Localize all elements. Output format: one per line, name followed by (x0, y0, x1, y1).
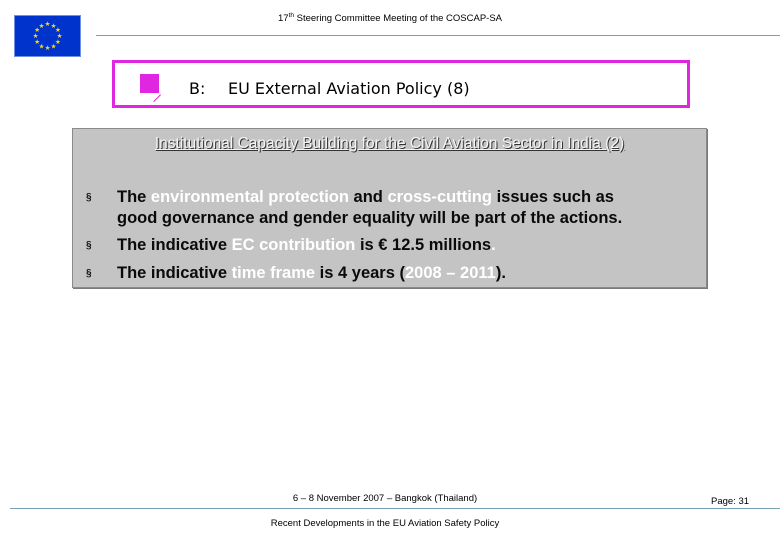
header-title-number: 17 (277, 13, 289, 25)
bullet-text-segment: The indicative (117, 264, 232, 282)
header-divider (96, 35, 780, 36)
content-panel (72, 128, 707, 288)
bullet-text-segment: and (353, 188, 388, 206)
bullet-text-segment: is 4 years ( (319, 264, 405, 282)
page-number: Page: 31 (711, 496, 750, 507)
bullet-text (117, 263, 697, 284)
highlighted-text: environmental protection (150, 188, 354, 206)
flag-star-icon: ★ (54, 38, 61, 47)
section-marker-icon (140, 74, 159, 93)
flag-star-icon: ★ (50, 21, 57, 30)
footer-title: Recent Developments in the EU Aviation Safety Policy (270, 518, 500, 529)
header-title (0, 12, 780, 24)
bullet-text (117, 235, 697, 256)
highlighted-text: time frame (231, 264, 320, 282)
flag-star-icon: ★ (38, 21, 45, 30)
section-title: EU External Aviation Policy (8) (228, 79, 470, 98)
highlighted-text: EC contribution (231, 236, 360, 254)
flag-star-icon: ★ (56, 32, 63, 41)
section-header (112, 60, 690, 108)
bullet-text (117, 187, 697, 229)
bullet-text-segment: The indicative (117, 236, 232, 254)
flag-star-icon: ★ (44, 44, 51, 53)
footer-divider (10, 508, 780, 509)
section-label: B: (189, 79, 206, 98)
bullet-text-segment: The (117, 188, 151, 206)
highlighted-text: 2008 – 2011 (404, 264, 496, 282)
bullet-marker: § (86, 268, 92, 279)
highlighted-text: cross-cutting (387, 188, 497, 206)
flag-star-icon: ★ (50, 42, 57, 51)
bullet-text-segment: ). (495, 264, 506, 282)
content-title: Institutional Capacity Building for the Civil Aviation Sector in India (2) (154, 135, 625, 152)
bullet-list (73, 129, 706, 287)
highlighted-text: . (491, 236, 496, 254)
bullet-text-segment: good governance and gender equality will be part of the actions. (117, 209, 623, 227)
flag-star-icon: ★ (54, 26, 61, 35)
header-title-text: Steering Committee Meeting of the COSCAP-SA (293, 13, 503, 25)
bullet-marker: § (86, 192, 92, 203)
flag-star-icon: ★ (32, 32, 39, 41)
flag-star-icon: ★ (34, 38, 41, 47)
bullet-text-segment: issues such as (496, 188, 614, 206)
flag-star-icon: ★ (38, 42, 45, 51)
bullet-text-segment: is € 12.5 millions (359, 236, 492, 254)
flag-star-icon: ★ (44, 20, 51, 29)
footer-date: 6 – 8 November 2007 – Bangkok (Thailand) (292, 493, 478, 504)
flag-star-icon: ★ (34, 26, 41, 35)
header-title-ordinal: th (288, 12, 294, 19)
bullet-marker: § (86, 240, 92, 251)
